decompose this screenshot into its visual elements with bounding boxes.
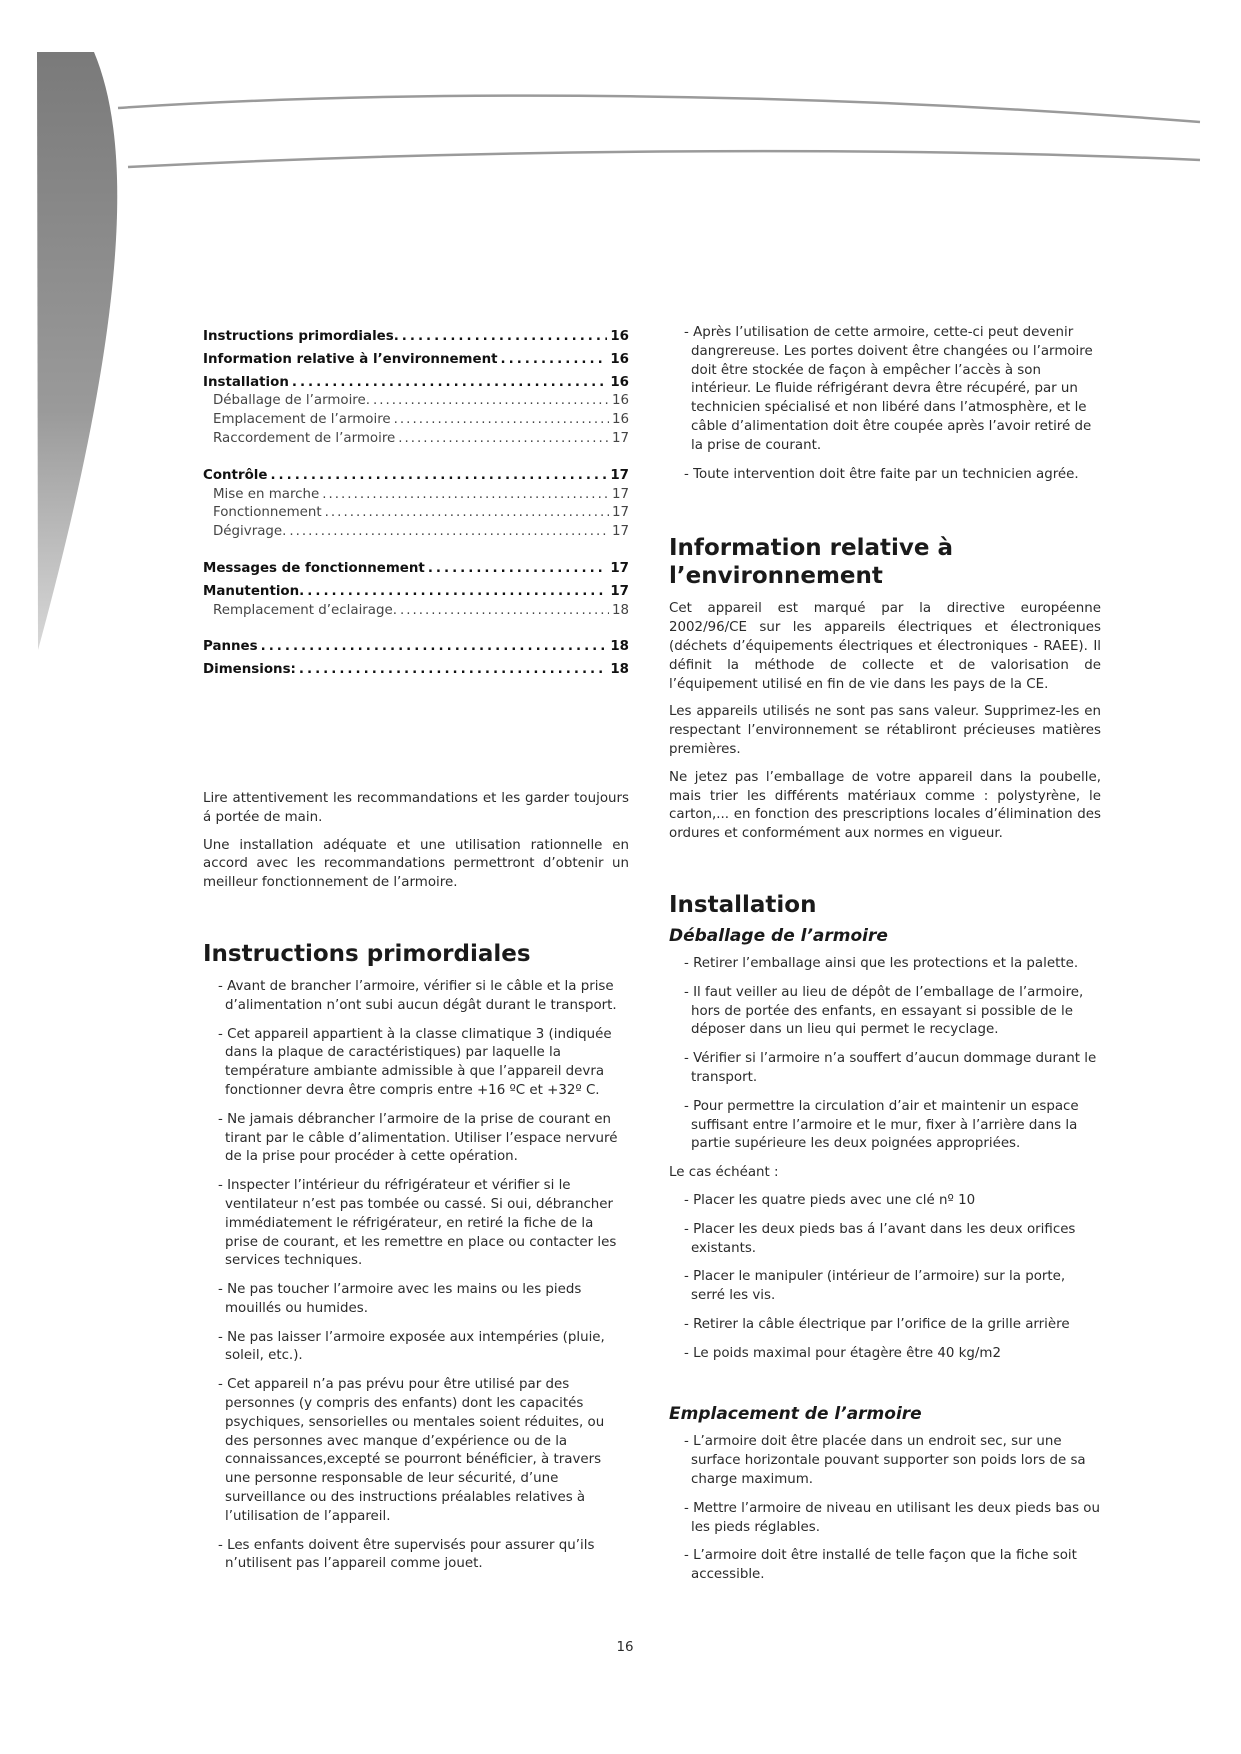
toc-entry-page: 17 <box>611 524 629 540</box>
toc-entry-page: 18 <box>611 602 629 618</box>
instructions-list <box>203 978 629 1574</box>
toc-dot-leader <box>299 661 607 680</box>
left-gray-band <box>37 52 117 650</box>
toc-entry-label: Remplacement d’eclairage. <box>213 602 397 618</box>
instruction-item <box>203 1329 629 1367</box>
instruction-item-text: Cet appareil n’a pas prévu pour être utilisé par des personnes (y compris des enfants) dont les capacités psychiques, sensorielles ou mentales soient réduites, ou des personnes avec manque d’expérience ou de la connaissances,excepté se pourront bénéficier, à travers une personne responsable de leur sécurité, d’une surveillance ou des instructions préalables relatives à l’utilisation de l’appareil. <box>225 1377 605 1524</box>
toc-dot-leader <box>501 351 608 370</box>
toc-dot-leader <box>270 467 607 486</box>
left-column <box>203 324 629 1584</box>
unpacking-item-text: Le poids maximal pour étagère être 40 kg/m2 <box>693 1345 1001 1361</box>
unpacking-item <box>669 1268 1101 1306</box>
unpacking-item-text: Retirer la câble électrique par l’orifice de la grille arrière <box>693 1316 1070 1332</box>
toc-entry-page: 17 <box>611 505 629 521</box>
placement-item-text: L’armoire doit être placée dans un endroit sec, sur une surface horizontale pouvant supporter son poids lors de sa charge maximum. <box>691 1434 1086 1488</box>
intro-section <box>203 790 629 893</box>
toc-entry-page: 17 <box>610 560 629 576</box>
toc-entry <box>203 560 629 579</box>
toc-entry-label: Raccordement de l’armoire <box>213 430 396 446</box>
toc-entry <box>203 374 629 393</box>
instruction-item-text: Inspecter l’intérieur du réfrigérateur et vérifier si le ventilateur n’est pas tombée ou cassé. Si oui, débrancher immédiatement le réfrigérateur, en retiré la fiche de la prise de courant, et les remettre en place ou contacter les services techniques. <box>225 1178 617 1269</box>
unpacking-item <box>669 1345 1101 1364</box>
top-curve-line <box>118 96 1200 122</box>
environment-section <box>669 600 1101 844</box>
toc-entry-label: Installation <box>203 374 289 390</box>
right-column <box>669 324 1101 1595</box>
unpacking-item <box>669 1098 1101 1154</box>
placement-item-text: L’armoire doit être installé de telle façon que la fiche soit accessible. <box>691 1548 1077 1583</box>
toc-entry <box>203 504 629 523</box>
toc-entry-label: Dimensions: <box>203 662 296 678</box>
unpacking-list-2 <box>669 1192 1101 1364</box>
toc-dot-leader <box>373 392 609 411</box>
instruction-item-text: Cet appareil appartient à la classe climatique 3 (indiquée dans la plaque de caractéristiques) par laquelle la température ambiante admissible à que l’appareil devra fonctionner devra être compris entre +16 ºC et +32º C. <box>225 1026 612 1098</box>
environment-paragraph: Ne jetez pas l’emballage de votre appareil dans la poubelle, mais trier les différents matériaux comme : polystyrène, le carton,... en fonction des prescriptions locales d’élimination des ordures et conformément aux normes en vigueur. <box>669 769 1101 842</box>
instruction-item-text: Ne pas laisser l’armoire exposée aux intempéries (pluie, soleil, etc.). <box>225 1329 605 1364</box>
instruction-item <box>203 1281 629 1319</box>
unpacking-item <box>669 1316 1101 1335</box>
toc-entry-label: Instructions primordiales. <box>203 329 399 344</box>
toc-entry-page: 17 <box>611 430 629 446</box>
toc-entry <box>203 486 629 505</box>
unpacking-item <box>669 1192 1101 1211</box>
placement-item <box>669 1433 1101 1489</box>
placement-item-text: Mettre l’armoire de niveau en utilisant les deux pieds bas ou les pieds réglables. <box>691 1500 1100 1535</box>
toc-entry <box>203 523 629 542</box>
unpacking-item <box>669 1221 1101 1259</box>
instruction-item-text: Ne pas toucher l’armoire avec les mains ou les pieds mouillés ou humides. <box>225 1282 582 1316</box>
safety-bullets <box>669 324 1101 484</box>
toc-entry-label: Déballage de l’armoire. <box>213 393 371 409</box>
toc-entry <box>203 661 629 680</box>
toc-entry-page: 18 <box>610 662 629 678</box>
unpacking-item-text: Il faut veiller au lieu de dépôt de l’emballage de l’armoire, hors de portée des enfants, en essayant si possible de le déposer dans un lieu qui permet le recyclage. <box>691 984 1084 1038</box>
toc-entry <box>203 351 629 370</box>
toc-entry <box>203 328 629 347</box>
toc-entry-label: Mise en marche <box>213 486 320 502</box>
toc-entry-label: Pannes <box>203 639 258 655</box>
toc-entry <box>203 467 629 486</box>
toc-entry <box>203 430 629 449</box>
toc-dot-leader <box>428 560 608 579</box>
instructions-title: Instructions primordiales <box>203 940 531 967</box>
instruction-item <box>203 1376 629 1526</box>
page-number: 16 <box>616 1640 634 1655</box>
placement-title: Emplacement de l’armoire <box>669 1404 922 1425</box>
instruction-item-text: Les enfants doivent être supervisés pour assurer qu’ils n’utilisent pas l’appareil comme jouet. <box>225 1537 595 1572</box>
toc-dot-leader <box>307 583 607 602</box>
unpacking-note: Le cas échéant : <box>669 1165 779 1181</box>
unpacking-item-text: Placer le manipuler (intérieur de l’armoire) sur la porte, serré les vis. <box>691 1269 1066 1304</box>
toc-entry-page: 16 <box>611 393 629 409</box>
toc-entry <box>203 583 629 602</box>
toc-dot-leader <box>289 523 609 542</box>
environment-paragraph: Cet appareil est marqué par la directive européenne 2002/96/CE sur les appareils électriques et électroniques (déchets d’équipements électriques et électroniques - RAEE). Il définit la méthode de collecte et de valorisation de l’équipement utilisé en fin de vie dans les pays de la CE. <box>669 601 1101 692</box>
toc-entry <box>203 411 629 430</box>
instruction-item-text: Avant de brancher l’armoire, vérifier si le câble et la prise d’alimentation n’ont subi aucun dégât durant le transport. <box>225 978 617 1013</box>
toc-dot-leader <box>322 486 609 505</box>
unpacking-item-text: Retirer l’emballage ainsi que les protections et la palette. <box>693 955 1079 971</box>
toc-entry-label: Dégivrage. <box>213 524 287 540</box>
toc-entry-page: 16 <box>610 351 629 367</box>
toc-entry-page: 18 <box>610 639 629 655</box>
toc-entry-label: Contrôle <box>203 467 268 483</box>
toc-dot-leader <box>261 638 608 657</box>
unpacking-title: Déballage de l’armoire <box>669 925 888 946</box>
installation-title: Installation <box>669 891 817 918</box>
instruction-item <box>203 978 629 1016</box>
toc-dot-leader <box>325 504 609 523</box>
bottom-curve-line <box>128 151 1200 167</box>
toc-entry-page: 16 <box>611 412 629 428</box>
environment-paragraph: Les appareils utilisés ne sont pas sans valeur. Supprimez-les en respectant l’environnement se rétabliront précieuses matières premières. <box>669 704 1101 757</box>
intro-paragraph: Lire attentivement les recommandations et les garder toujours á portée de main. <box>203 790 629 825</box>
toc-entry-page: 17 <box>611 486 629 502</box>
unpacking-item-text: Placer les quatre pieds avec une clé nº 10 <box>693 1192 976 1208</box>
placement-item <box>669 1547 1101 1585</box>
unpacking-item <box>669 1050 1101 1088</box>
toc-entry-label: Messages de fonctionnement <box>203 560 425 576</box>
instruction-item <box>203 1537 629 1575</box>
unpacking-item-text: Vérifier si l’armoire n’a souffert d’aucun dommage durant le transport. <box>691 1051 1097 1085</box>
safety-item <box>669 466 1101 485</box>
toc-entry-label: Information relative à l’environnement <box>203 351 498 367</box>
placement-item <box>669 1500 1101 1538</box>
placement-list <box>669 1433 1101 1585</box>
instruction-item <box>203 1177 629 1271</box>
instruction-item <box>203 1026 629 1101</box>
intro-paragraph: Une installation adéquate et une utilisation rationnelle en accord avec les recommandations permettront d’obtenir un meilleur fonctionnement de l’armoire. <box>203 837 629 891</box>
instruction-item-text: Ne jamais débrancher l’armoire de la prise de courant en tirant par le câble d’alimentation. Utiliser l’espace nervuré de la prise pour procéder à cette opération. <box>225 1111 618 1165</box>
environment-title: Information relative à l’environnement <box>669 535 953 590</box>
toc-entry <box>203 638 629 657</box>
toc-dot-leader <box>402 328 608 347</box>
toc-dot-leader <box>394 411 609 430</box>
toc-entry-page: 17 <box>610 583 629 599</box>
toc-dot-leader <box>292 374 607 393</box>
toc-entry-label: Fonctionnement <box>213 505 322 521</box>
unpacking-item <box>669 955 1101 974</box>
safety-item-text: Après l’utilisation de cette armoire, cette-ci peut devenir dangrereuse. Les portes doivent être changées ou l’armoire doit être stockée de façon à empêcher l’accès à son intérieur. Le fluide réfrigérant devra être récupéré, par un technicien spécialisé et non libéré dans l’atmosphère, et le câble d’alimentation doit être coupée après l’avoir retiré de la prise de courant. <box>691 325 1093 453</box>
toc-entry <box>203 602 629 621</box>
toc-dot-leader <box>398 430 609 449</box>
toc-entry-page: 16 <box>610 329 629 344</box>
unpacking-item <box>669 984 1101 1040</box>
toc-entry <box>203 392 629 411</box>
toc-entry-page: 17 <box>610 467 629 483</box>
table-of-contents <box>203 328 629 680</box>
toc-entry-label: Emplacement de l’armoire <box>213 412 391 428</box>
toc-entry-page: 16 <box>610 374 629 390</box>
unpacking-item-text: Placer les deux pieds bas á l’avant dans les deux orifices existants. <box>691 1221 1076 1256</box>
instruction-item <box>203 1111 629 1167</box>
unpacking-list <box>669 955 1101 1154</box>
toc-entry-label: Manutention. <box>203 583 305 599</box>
unpacking-item-text: Pour permettre la circulation d’air et maintenir un espace suffisant entre l’armoire et le mur, fixer à l’arrière dans la partie supérieure les deux poignées appropriées. <box>691 1098 1079 1152</box>
toc-dot-leader <box>400 602 609 621</box>
safety-item <box>669 324 1101 456</box>
safety-item-text: Toute intervention doit être faite par un technicien agrée. <box>693 466 1079 482</box>
